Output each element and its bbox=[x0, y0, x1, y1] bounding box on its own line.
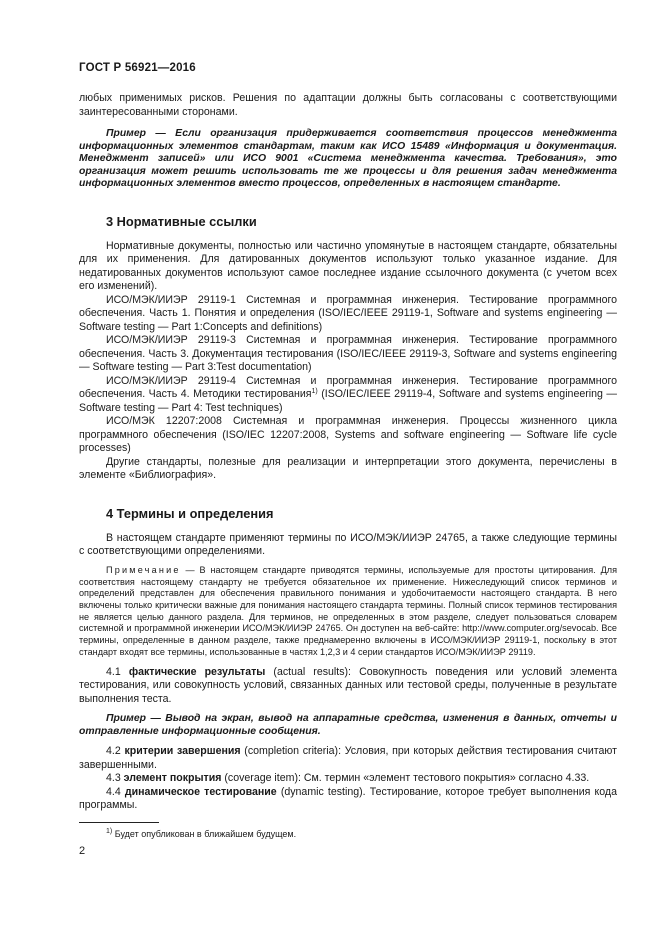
term-number: 4.2 bbox=[106, 745, 125, 758]
note-text: — В настоящем стандарте приводятся термины, используемые для простоты цитирования. Для соответствия настоящему стандарту не требуется обязательное их применение. Нижеследующий список терминов и определений представлен для обеспечения правильного понимания и удобочитаемости настоящего стандарта. В него включены только критически важные для понимания настоящего стандарта термины. Полный список терминов тестирования не является целью данного раздела. Для терминов, не определенных в этом разделе, следует пользоваться словарем системной и программной инженерии ИСО/МЭК/ИИЭР 24765. Он доступен на веб-сайте: http://www.computer.org/sevocab. Все термины, определенные в данном разделе, также преднамеренно включены в ИСО/МЭК/ИИЭР 29119-1, поскольку в этот стандарт входят все термины, использованные в частях 1,2,3 и 4 серии стандартов ИСО/МЭК/ИИЭР 29119. bbox=[79, 564, 617, 657]
reference-item: ИСО/МЭК/ИИЭР 29119-3 Системная и программная инженерия. Тестирование программного обеспечения. Часть 3. Документация тестирования (ISO/IEC/IEEE 29119-3, Software and systems engineering — Software testing — Part 3:Test documentation) bbox=[79, 334, 617, 374]
intro-paragraph: любых применимых рисков. Решения по адаптации должны быть согласованы с соответствующими заинтересованными сторонами. bbox=[79, 92, 617, 118]
term-4-3 bbox=[79, 772, 617, 786]
term-4-1 bbox=[79, 666, 617, 707]
section-4-heading: 4 Термины и определения bbox=[106, 505, 274, 521]
reference-text: ИСО/МЭК/ИИЭР 29119-4 Системная и программная инженерия. Тестирование программного обеспечения. Часть 4. Методики тестирования bbox=[79, 374, 617, 401]
term-number: 4.3 bbox=[106, 772, 124, 785]
note-label: Примечание bbox=[106, 564, 181, 575]
term-definition: (actual results): Совокупность поведения или условий элемента тестирования, или совокупность условий, связанных данных или тестовой среды, полученные в результате выполнения теста. bbox=[79, 665, 617, 705]
footnote-text: Будет опубликован в ближайшем будущем. bbox=[112, 829, 297, 839]
section-4-paragraph: В настоящем стандарте применяют термины по ИСО/МЭК/ИИЭР 24765, а также следующие термины с соответствующими определениями. bbox=[79, 531, 617, 558]
section-3-closing: Другие стандарты, полезные для реализации и интерпретации этого документа, перечислены в элементе «Библиография». bbox=[79, 455, 617, 482]
term-name: элемент покрытия bbox=[123, 772, 222, 785]
term-4-4 bbox=[79, 786, 617, 813]
note-block bbox=[79, 565, 617, 659]
example-lead: Пример bbox=[106, 713, 146, 725]
example-text: — Вывод на экран, вывод на аппаратные средства, изменения в данных, отчеты и отправленные информационные сообщения. bbox=[79, 713, 617, 737]
footnote bbox=[106, 829, 296, 839]
term-number: 4.1 bbox=[106, 665, 129, 678]
reference-item bbox=[79, 375, 617, 416]
footnote-ref: 1) bbox=[311, 388, 318, 396]
document-header: ГОСТ Р 56921—2016 bbox=[79, 62, 196, 74]
page-body bbox=[79, 92, 617, 813]
reference-text: (ISO/IEC/IEEE 29119-4, Software and systems engineering — Software testing — Part 4: Test techniques) bbox=[79, 388, 617, 414]
reference-item: ИСО/МЭК 12207:2008 Системная и программная инженерия. Процессы жизненного цикла программного обеспечения (ISO/IEC 12207:2008, Systems and software engineering — Software life cycle processes) bbox=[79, 415, 617, 455]
term-name: динамическое тестирование bbox=[124, 785, 277, 798]
term-number: 4.4 bbox=[106, 785, 125, 798]
term-definition: (completion criteria): Условия, при которых действия тестирования считают завершенными. bbox=[79, 745, 617, 771]
term-name: фактические результаты bbox=[128, 665, 266, 678]
example-text: — Если организация придерживается соответствия процессов менеджмента информационных элементов стандартам, таким как ИСО 15489 «Информация и документация. Менеджмент записей» или ИСО 9001 «Система менеджмента качества. Требования», это организация может решить использовать те же процессы и для решения задач менеджмента информационных элементов вместо процессов, определенных в настоящем стандарте. bbox=[79, 128, 617, 190]
example-block bbox=[79, 128, 617, 191]
term-4-2 bbox=[79, 745, 617, 772]
footnote-mark: 1) bbox=[106, 828, 113, 835]
section-3-paragraph: Нормативные документы, полностью или частично упомянутые в настоящем стандарте, обязательны для их применения. Для датированных документов используют только указанное издание. Для недатированных документов используют самое последнее издание ссылочного документа (с учетом всех его изменений). bbox=[79, 239, 617, 293]
section-3-heading: 3 Нормативные ссылки bbox=[106, 213, 257, 229]
footnote-divider bbox=[79, 822, 159, 823]
term-name: критерии завершения bbox=[124, 745, 241, 758]
example-block bbox=[79, 713, 617, 738]
term-definition: (dynamic testing). Тестирование, которое требует выполнения кода программы. bbox=[79, 785, 617, 812]
term-definition: (coverage item): См. термин «элемент тестового покрытия» согласно 4.33. bbox=[221, 772, 590, 785]
example-lead: Пример bbox=[106, 128, 146, 139]
reference-item: ИСО/МЭК/ИИЭР 29119-1 Системная и программная инженерия. Тестирование программного обеспечения. Часть 1. Понятия и определения (ISO/IEC/IEEE 29119-1, Software and systems engineering — Software testing — Part 1:Concepts and definitions) bbox=[79, 293, 617, 333]
page-number: 2 bbox=[79, 845, 86, 857]
